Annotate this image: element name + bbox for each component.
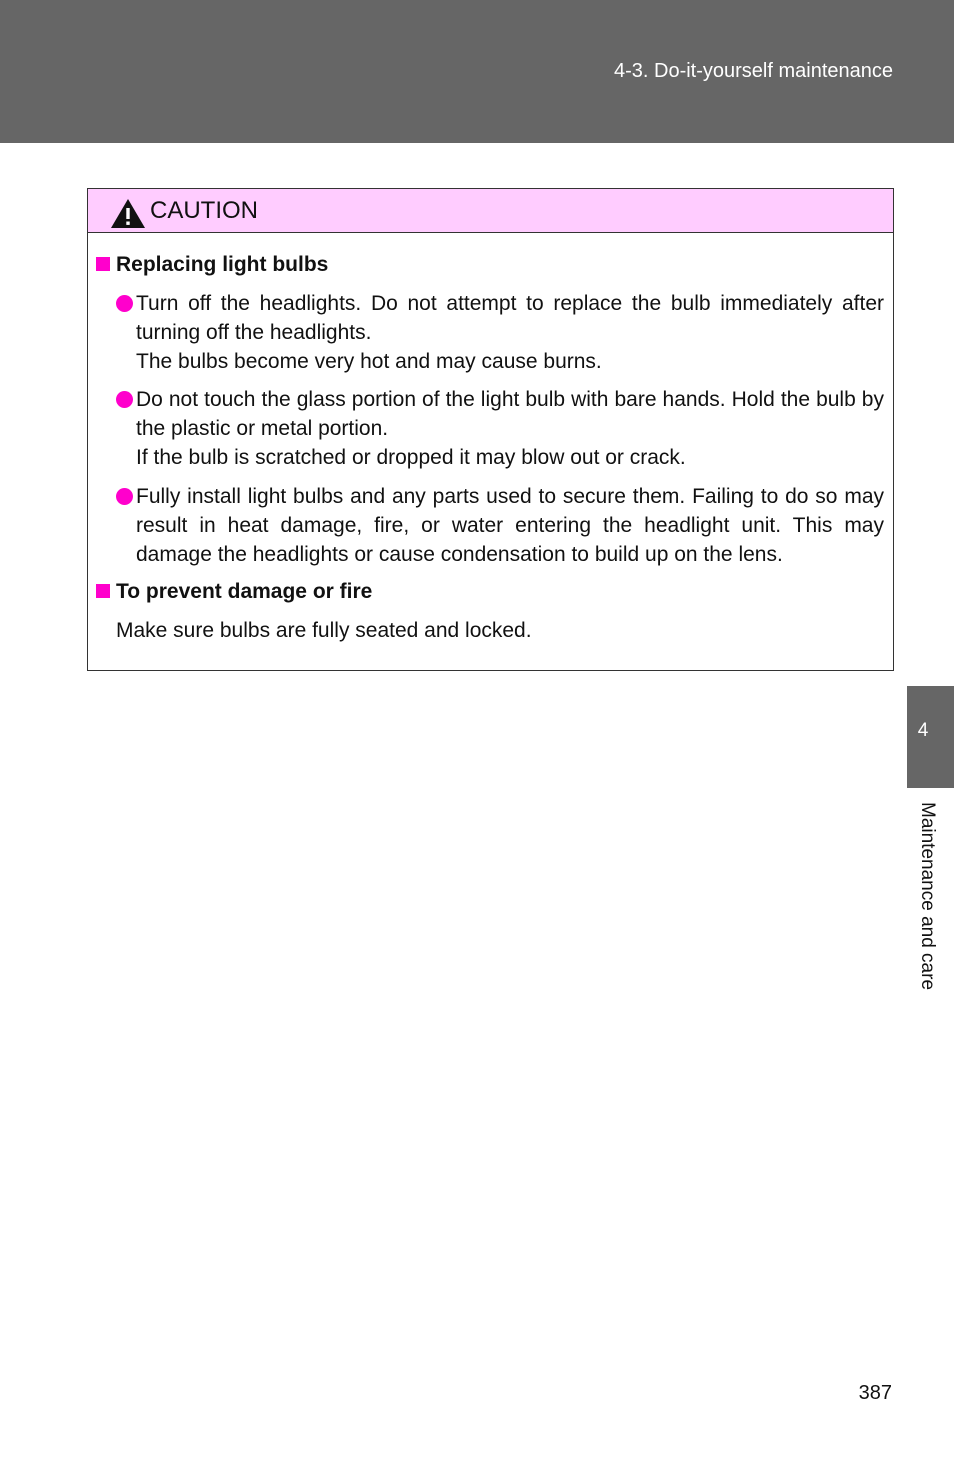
caution-title: CAUTION [150,197,258,224]
section-text: Make sure bulbs are fully seated and locked. [116,619,532,642]
page-number: 387 [858,1382,892,1404]
chapter-tab [907,686,954,788]
header-band [0,0,954,143]
chapter-label: Maintenance and care [917,802,938,991]
circle-bullet-icon [116,295,133,312]
bullet-note: If the bulb is scratched or dropped it may blow out or crack. [136,446,686,469]
bullet-text: Fully install light bulbs and any parts used to secure them. Failing to do so may result in heat damage, fire, or water entering the headlight unit. This may damage the headlights or cause condensation to build up on the lens. [136,485,884,566]
bullet-text: Turn off the headlights. Do not attempt to replace the bulb immediately after turning off the headlights. [136,292,884,344]
square-bullet-icon [96,257,110,271]
circle-bullet-icon [116,488,133,505]
square-bullet-icon [96,584,110,598]
bullet-note: The bulbs become very hot and may cause burns. [136,350,602,373]
section-heading-prevent-damage: To prevent damage or fire [96,577,372,606]
caution-header [88,189,893,233]
bullet-item [116,385,884,472]
bullet-text: Do not touch the glass portion of the light bulb with bare hands. Hold the bulb by the plastic or metal portion. [136,388,884,440]
circle-bullet-icon [116,391,133,408]
caution-box [87,188,894,671]
warning-triangle-icon [110,198,146,229]
section-heading-replacing-bulbs: Replacing light bulbs [96,250,328,279]
bullet-item [116,289,884,376]
bullet-item [116,482,884,569]
chapter-number: 4 [917,720,929,741]
section-title: 4-3. Do-it-yourself maintenance [613,60,893,82]
